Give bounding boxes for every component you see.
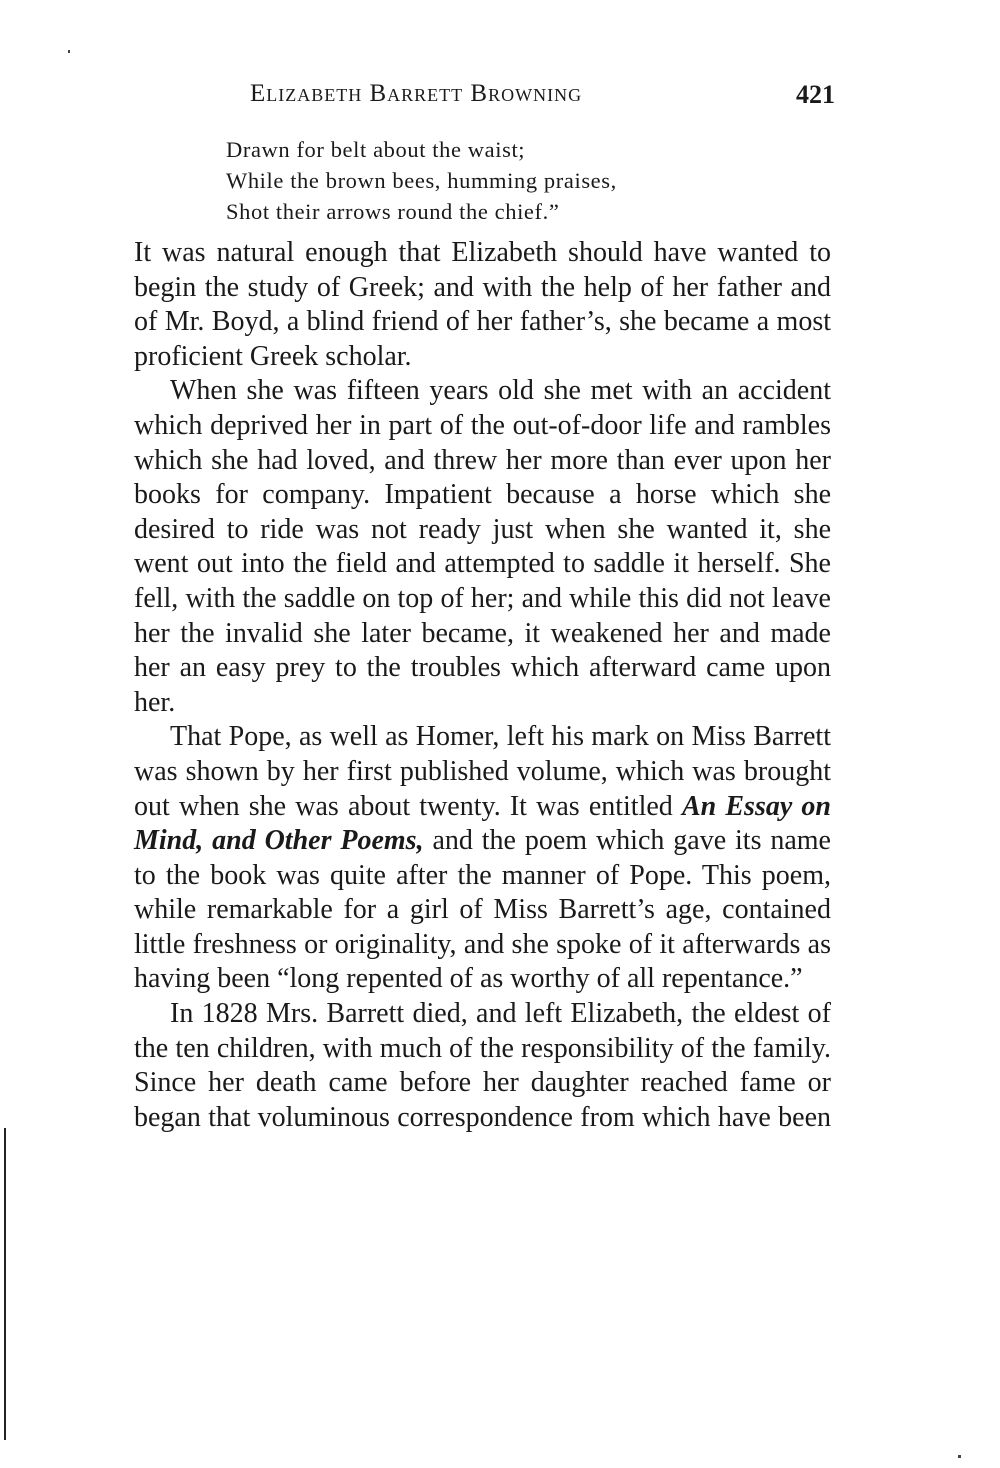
scan-speck <box>958 1455 961 1458</box>
verse-line: While the brown bees, humming praises, <box>226 168 617 193</box>
running-title: Elizabeth Barrett Browning <box>250 80 583 107</box>
paragraph-first-volume <box>134 720 831 997</box>
body-text <box>134 236 831 1135</box>
verse-line: Shot their arrows round the chief.” <box>226 199 560 224</box>
paragraph-greek-study: It was natural enough that Elizabeth should have wanted to begin the study of Greek; and with the help of her father and of Mr. Boyd, a blind friend of her father’s, she became a most proficient Greek scholar. <box>134 237 831 372</box>
paragraph-text: That Pope, as well as Homer, left his mark on Miss Barrett was shown by her first published volume, which was brought out when she was about twenty. It was entitled <box>134 721 831 822</box>
verse-line: Drawn for belt about the waist; <box>226 137 526 162</box>
verse-quote <box>226 134 826 227</box>
margin-line <box>4 1128 6 1440</box>
page-number: 421 <box>796 80 835 109</box>
paragraph-accident: When she was fifteen years old she met with an accident which deprived her in part of the out-of-door life and rambles which she had loved, and threw her more than ever upon her books for company. Impatient because a horse which she desired to ride was not ready just when she wanted it, she went out into the field and attempted to saddle it herself. She fell, with the saddle on top of her; and while this did not leave her the invalid she later became, it weakened her and made her an easy prey to the troubles which afterward came upon her. <box>134 375 831 718</box>
book-title: An Essay on Mind, and Other Poems, <box>134 790 832 857</box>
scan-speck <box>68 50 70 53</box>
paragraph-text: and the poem which gave its name to the book was quite after the manner of Pope. This poem, while remarkable for a girl of Miss Barrett’s age, contained little freshness or originality, and she spoke of it afterwards as having been “long repented of as worthy of all repentance.” <box>134 825 831 995</box>
running-header <box>250 80 835 120</box>
paragraph-mother-death: In 1828 Mrs. Barrett died, and left Elizabeth, the eldest of the ten children, with much of the responsibility of the family. Since her death came before her daughter reached fame or began that voluminous correspondence from which have been <box>134 998 831 1133</box>
